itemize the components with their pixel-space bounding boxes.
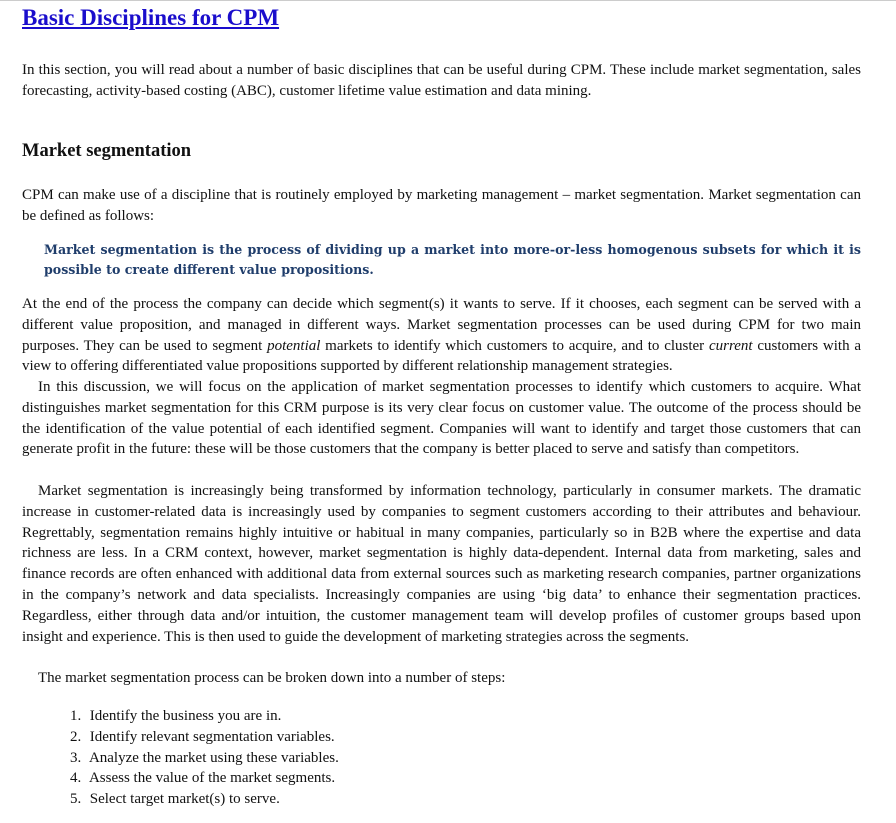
definition-quote: Market segmentation is the process of dividing up a market into more-or-less homogenous subsets for which it is possible to create different value propositions. — [44, 242, 861, 277]
list-item-number: 5. — [70, 791, 82, 808]
page-title-link[interactable]: Basic Disciplines for CPM — [22, 5, 280, 30]
list-item-number: 2. — [70, 728, 82, 745]
list-item-text: Assess the value of the market segments. — [88, 770, 336, 787]
list-item — [70, 727, 339, 748]
current-emphasis: current — [708, 337, 753, 354]
list-item — [70, 768, 339, 789]
list-item-number: 1. — [70, 708, 82, 724]
process-end-text-2: markets to identify which customers to acquire, and to cluster — [320, 337, 709, 354]
potential-emphasis: potential — [267, 337, 321, 354]
process-end-paragraph — [22, 294, 861, 377]
process-end-text-1: At the end of the process the company can decide which segment(s) it wants to serve. If it chooses, each segment can be served with a different value proposition, and managed in different ways. Market segmentation processes can be used during CPM for two main purposes. They can be used to segment — [22, 296, 861, 354]
list-item-text: Analyze the market using these variables. — [88, 749, 339, 766]
process-end-text-3: customers with a view to offering differentiated value propositions supported by different relationship management strategies. — [22, 337, 861, 375]
steps-intro-paragraph: The market segmentation process can be broken down into a number of steps: — [38, 670, 506, 686]
discussion-paragraph: In this discussion, we will focus on the application of market segmentation processes to identify which customers to acquire. What distinguishes market segmentation for this CRM purpose is its very clear focus on customer value. The outcome of the process should be the identification of the value potential of each identified segment. Companies will want to identify and target those customers that can generate profit in the future: these will be those customers that the company is better placed to serve and satisfy than competitors. — [22, 379, 861, 458]
list-item-number: 4. — [70, 770, 82, 787]
list-item — [70, 748, 339, 769]
list-item-text: Identify relevant segmentation variables. — [89, 728, 335, 745]
technology-paragraph: Market segmentation is increasingly being transformed by information technology, particularly in consumer markets. The dramatic increase in customer-related data is increasingly used by companies to segment customers according to their attributes and behaviour. Regrettably, segmentation remains highly intuitive or habitual in many companies, particularly so in B2B where the expertise and data richness are less. In a CRM context, however, market segmentation is highly data-dependent. Internal data from marketing, sales and finance records are often enhanced with additional data from external sources such as marketing research companies, partner organizations in the company’s network and data specialists. Increasingly companies are using ‘big data’ to enhance their segmentation practices. Regardless, either through data and/or intuition, the customer management team will develop profiles of customer groups based upon insight and experience. This is then used to guide the development of marketing strategies across the segments. — [22, 483, 861, 645]
intro-paragraph: In this section, you will read about a number of basic disciplines that can be useful during CPM. These include market segmentation, sales forecasting, activity-based costing (ABC), customer lifetime value estimation and data mining. — [22, 62, 861, 99]
section-heading: Market segmentation — [22, 141, 192, 161]
list-item — [70, 706, 339, 727]
list-item-number: 3. — [70, 749, 82, 766]
list-item-text: Select target market(s) to serve. — [89, 791, 280, 808]
cpm-paragraph: CPM can make use of a discipline that is routinely employed by marketing management – market segmentation. Market segmentation can be defined as follows: — [22, 187, 861, 224]
steps-list — [70, 706, 339, 810]
list-item — [70, 789, 339, 810]
list-item-text: Identify the business you are in. — [89, 708, 282, 724]
